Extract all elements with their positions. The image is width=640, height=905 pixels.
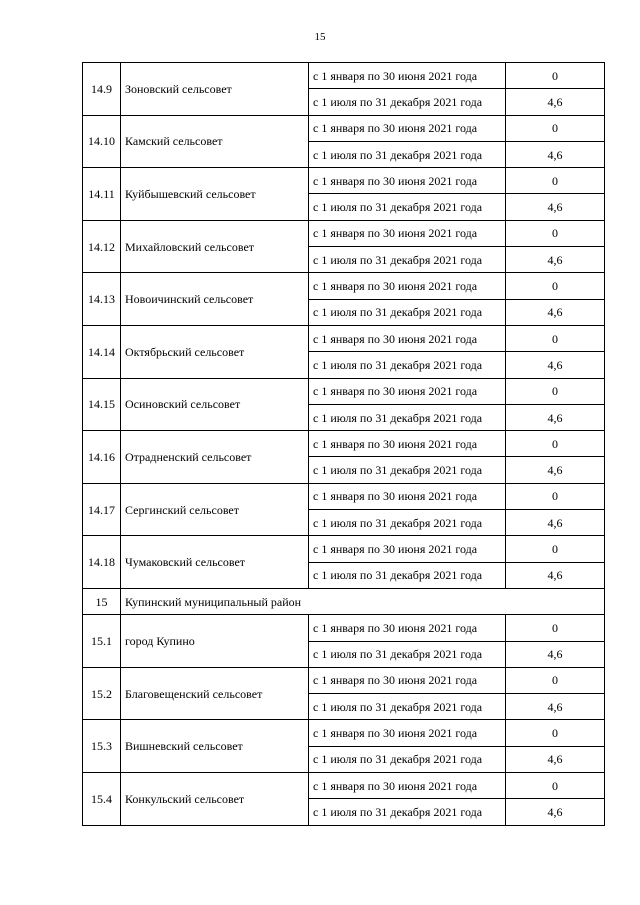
- value-cell: 0: [506, 325, 605, 351]
- table-row: [83, 667, 605, 693]
- value-cell: 0: [506, 773, 605, 799]
- table-body: [83, 63, 605, 826]
- row-number: 15: [83, 588, 121, 614]
- period-cell: с 1 июля по 31 декабря 2021 года: [309, 352, 506, 378]
- page-number: 15: [314, 31, 326, 43]
- table-section-row: [83, 588, 605, 614]
- municipality-name: Михайловский сельсовет: [121, 220, 309, 273]
- table-row: [83, 773, 605, 799]
- value-cell: 4,6: [506, 194, 605, 220]
- period-cell: с 1 января по 30 июня 2021 года: [309, 325, 506, 351]
- period-cell: с 1 июля по 31 декабря 2021 года: [309, 799, 506, 825]
- row-number: 14.12: [83, 220, 121, 273]
- municipality-name: Конкульский сельсовет: [121, 773, 309, 826]
- municipality-name: Зоновский сельсовет: [121, 63, 309, 116]
- period-cell: с 1 января по 30 июня 2021 года: [309, 667, 506, 693]
- row-number: 14.14: [83, 325, 121, 378]
- row-number: 14.16: [83, 431, 121, 484]
- row-number: 14.9: [83, 63, 121, 116]
- period-cell: с 1 января по 30 июня 2021 года: [309, 168, 506, 194]
- table-row: [83, 536, 605, 562]
- period-cell: с 1 января по 30 июня 2021 года: [309, 378, 506, 404]
- value-cell: 4,6: [506, 641, 605, 667]
- table-row: [83, 168, 605, 194]
- period-cell: с 1 января по 30 июня 2021 года: [309, 273, 506, 299]
- municipality-name: Новоичинский сельсовет: [121, 273, 309, 326]
- period-cell: с 1 июля по 31 декабря 2021 года: [309, 641, 506, 667]
- municipality-name: Отрадненский сельсовет: [121, 431, 309, 484]
- value-cell: 0: [506, 720, 605, 746]
- period-cell: с 1 января по 30 июня 2021 года: [309, 431, 506, 457]
- value-cell: 0: [506, 483, 605, 509]
- period-cell: с 1 января по 30 июня 2021 года: [309, 115, 506, 141]
- table-row: [83, 483, 605, 509]
- value-cell: 4,6: [506, 562, 605, 588]
- municipality-name: город Купино: [121, 615, 309, 668]
- municipality-name: Осиновский сельсовет: [121, 378, 309, 431]
- value-cell: 4,6: [506, 799, 605, 825]
- table-row: [83, 115, 605, 141]
- row-number: 15.3: [83, 720, 121, 773]
- municipality-name: Вишневский сельсовет: [121, 720, 309, 773]
- table-row: [83, 378, 605, 404]
- value-cell: 0: [506, 431, 605, 457]
- value-cell: 0: [506, 378, 605, 404]
- period-cell: с 1 июля по 31 декабря 2021 года: [309, 510, 506, 536]
- value-cell: 0: [506, 615, 605, 641]
- period-cell: с 1 января по 30 июня 2021 года: [309, 63, 506, 89]
- value-cell: 0: [506, 667, 605, 693]
- value-cell: 0: [506, 536, 605, 562]
- section-title: Купинский муниципальный район: [121, 588, 605, 614]
- period-cell: с 1 января по 30 июня 2021 года: [309, 483, 506, 509]
- period-cell: с 1 июля по 31 декабря 2021 года: [309, 89, 506, 115]
- row-number: 14.18: [83, 536, 121, 589]
- period-cell: с 1 июля по 31 декабря 2021 года: [309, 247, 506, 273]
- value-cell: 4,6: [506, 510, 605, 536]
- table-row: [83, 325, 605, 351]
- municipality-name: Благовещенский сельсовет: [121, 667, 309, 720]
- row-number: 14.13: [83, 273, 121, 326]
- value-cell: 4,6: [506, 141, 605, 167]
- period-cell: с 1 января по 30 июня 2021 года: [309, 220, 506, 246]
- table-row: [83, 63, 605, 89]
- row-number: 14.10: [83, 115, 121, 168]
- row-number: 14.17: [83, 483, 121, 536]
- municipality-name: Октябрьский сельсовет: [121, 325, 309, 378]
- municipality-name: Сергинский сельсовет: [121, 483, 309, 536]
- row-number: 15.1: [83, 615, 121, 668]
- value-cell: 0: [506, 115, 605, 141]
- period-cell: с 1 июля по 31 декабря 2021 года: [309, 141, 506, 167]
- row-number: 15.2: [83, 667, 121, 720]
- table-row: [83, 615, 605, 641]
- period-cell: с 1 января по 30 июня 2021 года: [309, 720, 506, 746]
- value-cell: 0: [506, 168, 605, 194]
- row-number: 15.4: [83, 773, 121, 826]
- period-cell: с 1 июля по 31 декабря 2021 года: [309, 194, 506, 220]
- period-cell: с 1 июля по 31 декабря 2021 года: [309, 562, 506, 588]
- table-row: [83, 431, 605, 457]
- value-cell: 0: [506, 220, 605, 246]
- row-number: 14.15: [83, 378, 121, 431]
- value-cell: 4,6: [506, 457, 605, 483]
- period-cell: с 1 июля по 31 декабря 2021 года: [309, 299, 506, 325]
- value-cell: 4,6: [506, 404, 605, 430]
- row-number: 14.11: [83, 168, 121, 221]
- period-cell: с 1 января по 30 июня 2021 года: [309, 615, 506, 641]
- period-cell: с 1 июля по 31 декабря 2021 года: [309, 457, 506, 483]
- period-cell: с 1 июля по 31 декабря 2021 года: [309, 746, 506, 772]
- municipality-name: Камский сельсовет: [121, 115, 309, 168]
- value-cell: 4,6: [506, 89, 605, 115]
- period-cell: с 1 января по 30 июня 2021 года: [309, 773, 506, 799]
- value-cell: 4,6: [506, 746, 605, 772]
- municipality-name: Чумаковский сельсовет: [121, 536, 309, 589]
- value-cell: 4,6: [506, 247, 605, 273]
- period-cell: с 1 июля по 31 декабря 2021 года: [309, 694, 506, 720]
- tariff-table: [82, 62, 605, 826]
- value-cell: 0: [506, 273, 605, 299]
- value-cell: 4,6: [506, 299, 605, 325]
- value-cell: 0: [506, 63, 605, 89]
- period-cell: с 1 июля по 31 декабря 2021 года: [309, 404, 506, 430]
- value-cell: 4,6: [506, 352, 605, 378]
- value-cell: 4,6: [506, 694, 605, 720]
- table-row: [83, 220, 605, 246]
- table-row: [83, 273, 605, 299]
- table-row: [83, 720, 605, 746]
- municipality-name: Куйбышевский сельсовет: [121, 168, 309, 221]
- period-cell: с 1 января по 30 июня 2021 года: [309, 536, 506, 562]
